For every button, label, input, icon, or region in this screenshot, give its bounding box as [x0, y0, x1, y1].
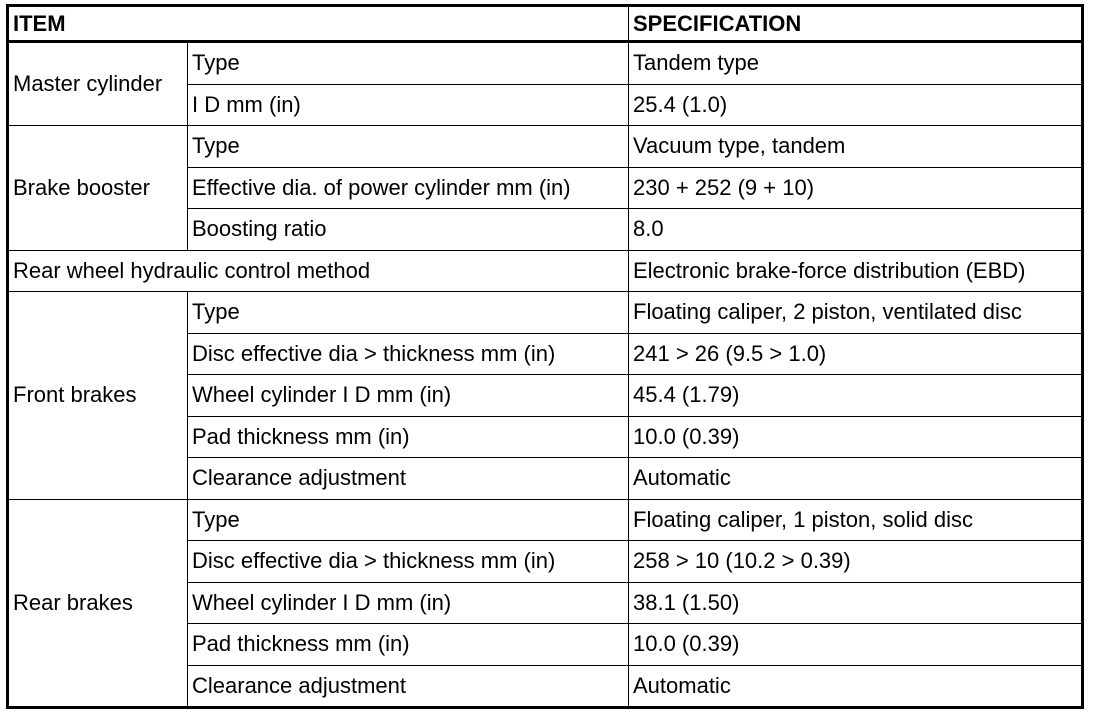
- value-cell: 38.1 (1.50): [629, 582, 1083, 624]
- value-cell: 25.4 (1.0): [629, 84, 1083, 126]
- table-row: [8, 292, 1083, 334]
- param-cell: Disc effective dia > thickness mm (in): [188, 541, 629, 583]
- table-row: [8, 250, 1083, 292]
- param-cell: Clearance adjustment: [188, 665, 629, 708]
- table-header-row: [8, 6, 1083, 42]
- value-cell: Automatic: [629, 665, 1083, 708]
- value-cell: Electronic brake-force distribution (EBD): [629, 250, 1083, 292]
- table-row: [8, 42, 1083, 85]
- value-cell: 258 > 10 (10.2 > 0.39): [629, 541, 1083, 583]
- param-cell: Pad thickness mm (in): [188, 624, 629, 666]
- param-cell: Type: [188, 499, 629, 541]
- value-cell: Tandem type: [629, 42, 1083, 85]
- param-cell: Disc effective dia > thickness mm (in): [188, 333, 629, 375]
- param-cell: I D mm (in): [188, 84, 629, 126]
- param-cell: Pad thickness mm (in): [188, 416, 629, 458]
- value-cell: 10.0 (0.39): [629, 624, 1083, 666]
- group-label-front-brakes: Front brakes: [8, 292, 188, 500]
- group-label-brake-booster: Brake booster: [8, 126, 188, 251]
- value-cell: Automatic: [629, 458, 1083, 500]
- param-cell: Wheel cylinder I D mm (in): [188, 375, 629, 417]
- group-label-rear-wheel-control: Rear wheel hydraulic control method: [8, 250, 629, 292]
- value-cell: 8.0: [629, 209, 1083, 251]
- value-cell: 230 + 252 (9 + 10): [629, 167, 1083, 209]
- group-label-rear-brakes: Rear brakes: [8, 499, 188, 708]
- specification-column-header: SPECIFICATION: [629, 6, 1083, 42]
- table-row: [8, 499, 1083, 541]
- param-cell: Effective dia. of power cylinder mm (in): [188, 167, 629, 209]
- spec-table-container: [6, 4, 1084, 709]
- param-cell: Clearance adjustment: [188, 458, 629, 500]
- param-cell: Type: [188, 292, 629, 334]
- param-cell: Boosting ratio: [188, 209, 629, 251]
- value-cell: Vacuum type, tandem: [629, 126, 1083, 168]
- value-cell: Floating caliper, 2 piston, ventilated disc: [629, 292, 1083, 334]
- table-row: [8, 126, 1083, 168]
- param-cell: Type: [188, 126, 629, 168]
- value-cell: Floating caliper, 1 piston, solid disc: [629, 499, 1083, 541]
- value-cell: 10.0 (0.39): [629, 416, 1083, 458]
- value-cell: 45.4 (1.79): [629, 375, 1083, 417]
- item-column-header: ITEM: [8, 6, 629, 42]
- param-cell: Wheel cylinder I D mm (in): [188, 582, 629, 624]
- value-cell: 241 > 26 (9.5 > 1.0): [629, 333, 1083, 375]
- param-cell: Type: [188, 42, 629, 85]
- group-label-master-cylinder: Master cylinder: [8, 42, 188, 126]
- brake-spec-table: [6, 4, 1084, 709]
